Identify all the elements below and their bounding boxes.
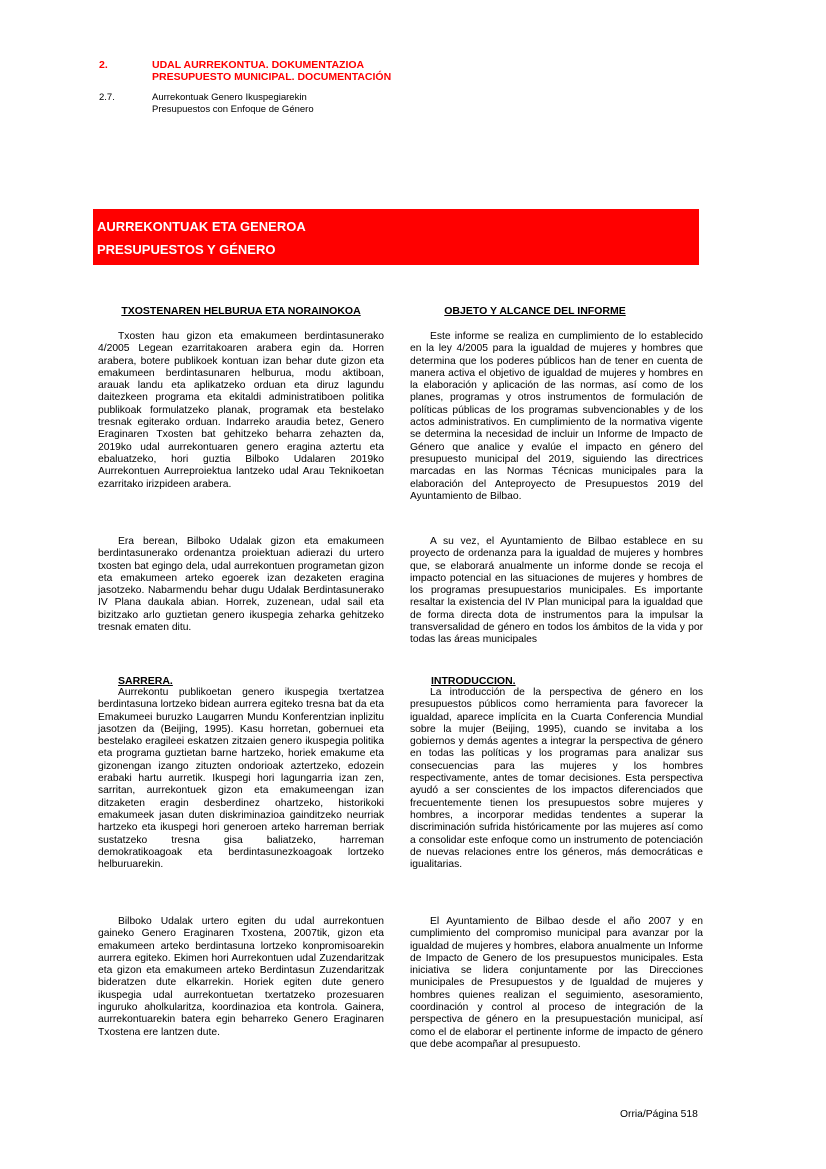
right-heading-objective: OBJETO Y ALCANCE DEL INFORME bbox=[444, 305, 626, 317]
banner-title-es: PRESUPUESTOS Y GÉNERO bbox=[97, 242, 276, 257]
left-paragraph-4: Bilboko Udalak urtero egiten du udal aurrekontuen gaineko Genero Eraginaren Txostena, 2007tik, gizon eta emakumeen arteko berdintasuna lortzeko konpromisoarekin aurrera egiteko. Ekimen hori Aurrekontuen udal Zuzendaritzak eta gizon eta emakumeen arteko Berdintasun Zuzendaritzak bideratzen dute elkarrekin. Horiek egiten dute genero ikuspegia udal aurrekontuetan txertatzeko prozesuaren inguruko aholkularitza, koordinazioa eta kontrola. Gainera, aurrekontuarekin batera egin beharreko Genero Eraginaren Txostena ere lantzen dute. bbox=[98, 916, 384, 1038]
left-paragraph-3: Aurrekontu publikoetan genero ikuspegia txertatzea berdintasuna lortzeko bidean aurrera egiteko tresna bat da eta Emakumeei buruzko Laugarren Mundu Konferentzian inplizitu jasotzen da (Beijing, 1995). Kasu horretan, gobernuei eta bestelako eragileei eskatzen zitzaien genero ikuspegia politika eta programa guztietan barne hartzeko, horiek emakume eta gizonengan izango zituzten ondorioak aztertzeko, edozein erabaki hartu aurretik. Ikuspegi hori lagungarria izan zen, sarritan, aurrekontuek gizon eta emakumeengan izan ditzaketen eragin desberdinez ohartzeko, historikoki emakumeek jasan duten diskriminazioa gainditzeko neurriak hartzeko eta ikuspegi hori generoen arteko harreman berriak sustatzeko tresna gisa baliatzeko, harreman demokratikoagoak eta berdintasunezkoagoak lortzeko helburuarekin. bbox=[98, 687, 384, 871]
section-number: 2. bbox=[99, 59, 108, 71]
subsection-title bbox=[152, 92, 314, 116]
left-paragraph-2: Era berean, Bilboko Udalak gizon eta emakumeen berdintasunerako ordenantza proiektuan adierazi du urtero txosten bat egingo dela, udal aurrekontuen programetan gizon eta emakumeen arteko egoerek izan dezaketen eragina jasotzeko. Nabarmendu behar dugu Udalak Berdintasunerako IV Plana daukala abian. Horrek, zuzenean, udal sail eta bizitzako arlo guztietan genero ikuspegia zeharka gehitzeko tresnak ematen ditu. bbox=[98, 536, 384, 634]
left-heading-intro: SARRERA. bbox=[118, 675, 173, 687]
banner-title-eu: AURREKONTUAK ETA GENEROA bbox=[97, 219, 306, 234]
right-paragraph-4: El Ayuntamiento de Bilbao desde el año 2007 y en cumplimiento del compromiso municipal para avanzar por la igualdad de mujeres y hombres, elabora anualmente un Informe de Impacto de Genero de los presupuestos municipales. Esta iniciativa se lidera conjuntamente por las Direcciones municipales de Presupuestos y de Igualdad de mujeres y hombres quienes realizan el seguimiento, asesoramiento, coordinación y control al proceso de integración de la perspectiva de género en la presupuestación municipal, así como el de elaborar el pertinente informe de impacto de género que debe acompañar al presupuesto. bbox=[410, 916, 703, 1050]
subsection-title-eu: Aurrekontuak Genero Ikuspegiarekin bbox=[152, 92, 307, 103]
left-paragraph-1: Txosten hau gizon eta emakumeen berdintasunerako 4/2005 Legean ezarritakoaren arabera egin da. Horren arabera, botere publikoek kontuan izan behar dute gizon eta emakumeen berdintasunaren helburua, modu aktiboan, arauak landu eta aplikatzeko orduan eta diruz lagundu daitezkeen programa eta ekitaldi administratiboen politika publikoak formulatzeko planak, programak eta bestelako tresnak egiterako orduan. Indarreko araudia betez, Genero Eraginaren Txosten bat gehitzeko beharra zehazten da, 2019ko udal aurrekontuaren genero eragina aztertu eta ebaluatzeko, hori guztia Bilboko Udalaren 2019ko Aurrekontuen Aurreproiektua lantzeko udal Arau Teknikoetan ezarritako irizpideen arabera. bbox=[98, 331, 384, 490]
section-title-es: PRESUPUESTO MUNICIPAL. DOCUMENTACIÓN bbox=[152, 71, 392, 83]
right-paragraph-1: Este informe se realiza en cumplimiento de lo establecido en la ley 4/2005 para la igualdad de mujeres y hombres que determina que los poderes públicos han de tener en cuenta de manera activa el objetivo de igualdad de mujeres y hombres en la elaboración y aplicación de las normas, así como de los planes, programas y otros instrumentos de formulación de políticas públicas de los programas subvencionables y de los actos administrativos. En cumplimiento de la normativa vigente se determina la necesidad de incluir un Informe de Impacto de Género que analice y evalúe el impacto en género del presupuesto municipal del 2019, siguiendo las directrices marcadas en las Normas Técnicas municipales para la elaboración del Anteproyecto de Presupuestos 2019 del Ayuntamiento de Bilbao. bbox=[410, 331, 703, 502]
title-banner bbox=[93, 209, 699, 265]
left-heading-objective: TXOSTENAREN HELBURUA ETA NORAINOKOA bbox=[121, 305, 361, 317]
subsection-number: 2.7. bbox=[99, 92, 115, 103]
section-title-eu: UDAL AURREKONTUA. DOKUMENTAZIOA bbox=[152, 59, 365, 71]
right-paragraph-2: A su vez, el Ayuntamiento de Bilbao establece en su proyecto de ordenanza para la igualdad de mujeres y hombres que, se elaborará anualmente un informe donde se recoja el impacto potencial en las situaciones de mujeres y hombres de los programas presupuestarios municipales. Es importante resaltar la existencia del IV Plan municipal para la igualdad que de forma directa dota de instrumentos para la impulsar la transversalidad de género en todos los ámbitos de la vida y por todas las áreas municipales bbox=[410, 536, 703, 646]
right-paragraph-3: La introducción de la perspectiva de género en los presupuestos públicos como herramienta para favorecer la igualdad, aparece implícita en la Cuarta Conferencia Mundial sobre la mujer (Beijing, 1995), cuando se invitaba a los gobiernos y demás agentes a integrar la perspectiva de género en todas las políticas y los programas para analizar sus consecuencias para las mujeres y los hombres respectivamente, antes de tomar decisiones. Esta perspectiva ayudó a ser conscientes de los impactos diferenciados que frecuentemente tienen los presupuestos sobre mujeres y hombres, a incorporar medidas tendentes a superar la discriminación sufrida históricamente por las mujeres así como a consolidar este enfoque como un instrumento de potenciación de nuevas relaciones entre los géneros, más democráticas e igualitarias. bbox=[410, 687, 703, 871]
page-number: Orria/Página 518 bbox=[620, 1109, 698, 1120]
section-title bbox=[152, 59, 391, 83]
right-heading-intro: INTRODUCCION. bbox=[431, 675, 516, 687]
subsection-title-es: Presupuestos con Enfoque de Género bbox=[152, 104, 314, 115]
